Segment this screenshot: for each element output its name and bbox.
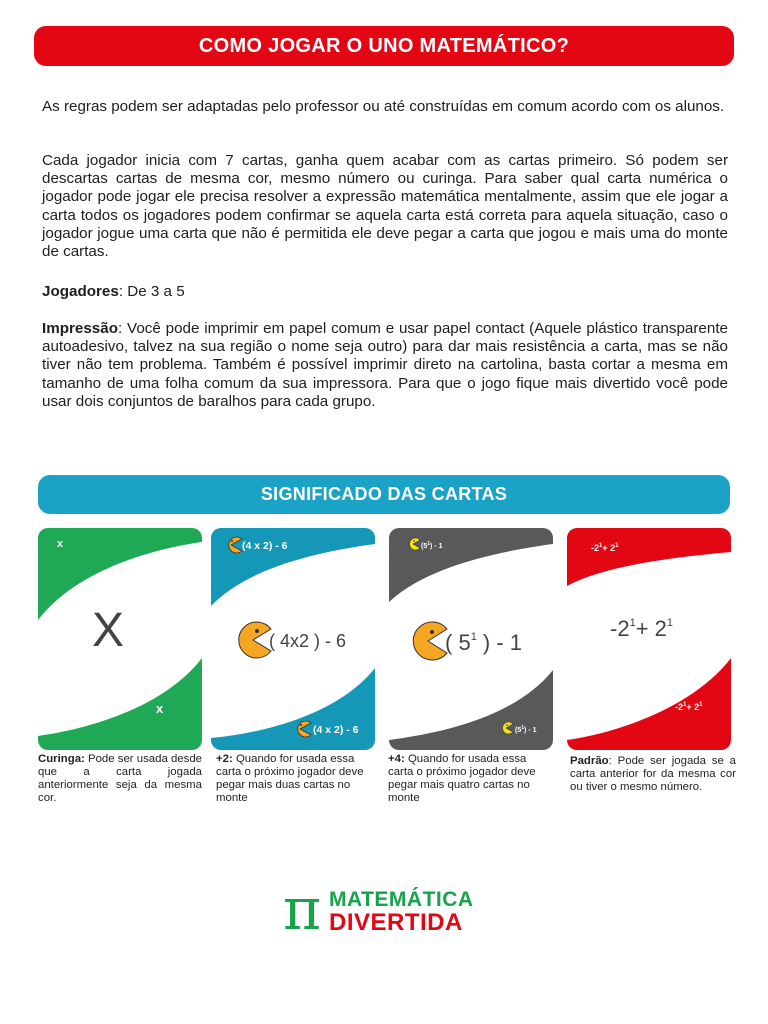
card-padrao-center: $-2^1+ 2^1$ <box>610 616 674 641</box>
section-title: SIGNIFICADO DAS CARTAS <box>260 484 508 504</box>
card-plus2 <box>211 528 375 750</box>
card-curinga-corner-bottom: x <box>156 701 164 716</box>
print-text: : Você pode imprimir em papel comum e usar papel contact (Aquele plástico transparente autoadesivo, talvez na sua região o nome seja outro) para dar mais resistência a carta, mas se não tiver não tem problema. Também é possível imprimir direto na cartolina, basta cortar a mesma em tamanho de uma folha comum da sua impressora. Para que o jogo fique mais divertido você pode usar dois conjuntos de baralhos para cada grupo. <box>42 320 728 410</box>
card-plus4-graphic <box>389 528 553 750</box>
card-plus4-corner-top: $(5^1) - 1$ <box>421 541 443 550</box>
card-padrao <box>567 528 731 750</box>
print-paragraph <box>42 320 728 411</box>
card-plus2-graphic <box>211 528 375 750</box>
desc-padrao <box>570 755 736 794</box>
card-curinga <box>38 528 202 750</box>
card-curinga-center: X <box>92 604 125 657</box>
desc-curinga <box>38 753 202 805</box>
desc-plus2-label: +2: <box>216 753 233 765</box>
logo-line1: MATEMÁTICA <box>329 888 474 911</box>
desc-curinga-text: Pode ser usada desde que a carta jogada anteriormente seja da mesma cor. <box>38 753 202 804</box>
card-padrao-corner-bottom: $-2^1+ 2^1$ <box>675 702 703 712</box>
card-curinga-graphic <box>38 528 202 750</box>
brand-logo <box>283 875 493 943</box>
section-banner <box>38 475 730 514</box>
intro-paragraph-how-to-play: Cada jogador inicia com 7 cartas, ganha quem acabar com as cartas primeiro. Só podem ser descartas cartas de mesma cor, mesmo número ou curinga. Para saber qual carta numérica o jogador pode jogar ele precisa resolver a expressão matemática mentalmente, assim que ele jogar a carta todos os jogadores podem confirmar se aquela carta está correta para aquela situação, caso o jogador jogue uma carta que não é permitida ele deve pegar a carta que jogou e mais uma do monte de cartas. <box>42 152 728 261</box>
desc-plus2 <box>216 753 380 805</box>
card-padrao-graphic <box>567 528 731 750</box>
print-label: Impressão <box>42 320 118 337</box>
card-plus2-corner-bottom: (4 x 2) - 6 <box>313 724 359 736</box>
card-plus2-corner-top: (4 x 2) - 6 <box>242 540 288 552</box>
card-padrao-corner-top: $-2^1+ 2^1$ <box>591 543 619 553</box>
card-plus4 <box>389 528 553 750</box>
desc-padrao-label: Padrão <box>570 755 609 767</box>
desc-plus4 <box>388 753 554 805</box>
card-plus4-center: ( $5^1$ ) - 1 <box>445 630 523 655</box>
players-paragraph <box>42 283 728 301</box>
card-plus2-center: ( 4x2 ) - 6 <box>269 631 347 651</box>
desc-padrao-text: : Pode ser jogada se a carta anterior for da mesma cor ou tiver o mesmo número. <box>570 755 736 793</box>
players-value: : De 3 a 5 <box>118 283 185 300</box>
desc-plus4-label: +4: <box>388 753 405 765</box>
desc-plus4-text: Quando for usada essa carta o próximo jogador deve pegar mais quatro cartas no monte <box>388 753 536 804</box>
logo-line2: DIVERTIDA <box>329 909 463 936</box>
pi-icon: π <box>283 875 322 943</box>
page-title: COMO JOGAR O UNO MATEMÁTICO? <box>198 35 570 57</box>
card-plus4-corner-bottom: $(5^1) - 1$ <box>515 725 537 734</box>
card-curinga-corner-top: x <box>57 538 64 550</box>
desc-curinga-label: Curinga: <box>38 753 85 765</box>
desc-plus2-text: Quando for usada essa carta o próximo jogador deve pegar mais duas cartas no monte <box>216 753 364 804</box>
header-banner <box>34 26 734 66</box>
intro-paragraph-rules: As regras podem ser adaptadas pelo professor ou até construídas em comum acordo com os alunos. <box>42 98 725 115</box>
players-label: Jogadores <box>42 283 119 300</box>
